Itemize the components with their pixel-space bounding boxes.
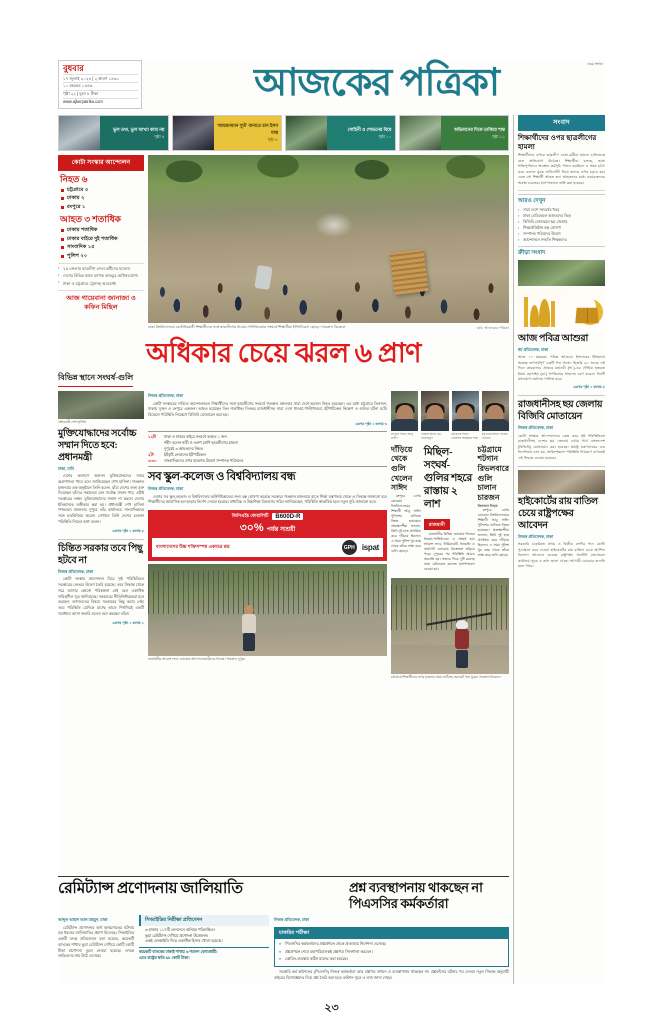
subheadline-bar	[58, 372, 509, 387]
status-badge-dhaka: রাজধানী	[424, 519, 450, 530]
hero-photo-wrap	[148, 155, 509, 332]
victim-photo	[391, 391, 418, 431]
date-hijri: ১০ মহররম ১৪৪৬	[63, 82, 138, 90]
list-item[interactable]: ▪ সারা দেশে সংঘর্ষের খবর	[518, 207, 605, 213]
teaser-item[interactable]	[399, 115, 510, 151]
list-item: ঢাকায় ২	[61, 194, 144, 203]
portrait-body	[452, 419, 479, 431]
timeline-text: ঢাকা ও ঢাকার বাইরে সংঘর্ষে আহত ১ জন	[164, 435, 227, 440]
list-item: রংপুরে ১	[61, 203, 144, 212]
timeline-row	[148, 458, 387, 464]
list-item[interactable]: ▪ বিজিবি মোতায়েন ছয় জেলায়	[518, 219, 605, 225]
victim-card	[452, 391, 479, 441]
list-item[interactable]: ▪ ঢাকা মেডিকেলে আহতদের ভিড়	[518, 213, 605, 219]
byline: ঢাকা, ঢাবি	[58, 465, 74, 471]
ad-top-row	[152, 513, 383, 520]
victim-caption: চট্টগ্রামে নিহত ফারুক হোসেন	[481, 432, 508, 441]
victim-photo	[421, 391, 448, 431]
timeline-text: শহীদ হলেন নারী ও তরুণ শ্রেণি ছাত্রলীগের হামলা	[164, 441, 238, 446]
victim-card	[391, 391, 418, 441]
byline: নিজস্ব প্রতিবেদক, ঢাকা	[148, 393, 184, 398]
timeline-text: সাংবাদিকদের ওপর হামলায় উদ্বেগ সম্পাদক পরিষদের	[164, 459, 244, 464]
bottom-headline-row	[58, 880, 509, 912]
rail-subsection-sports: ক্রীড়া সংবাদ	[518, 246, 605, 258]
hero-caption-row	[148, 325, 509, 332]
rail-headline-bgb: রাজধানীসহ ছয় জেলায় বিজিবি মোতায়েন	[518, 400, 603, 423]
rail-headline-court: হাইকোর্টের রায় বাতিল চেয়ে রাষ্ট্রপক্ষের আবেদন	[518, 496, 598, 531]
list-item[interactable]: ▪ আন্দোলনে সংহতি শিক্ষকদের	[518, 237, 605, 243]
story-headline-ctg: চট্টগ্রামে শটগান রিভলবারে গুলি চালান চারজন	[477, 444, 509, 502]
teaser-headline: সোহিনী ও শোভনের বিয়ে	[347, 126, 392, 132]
story-headline-psc: প্রশ্ন ব্যবস্থাপনায় থাকছেন না পিএসসির কর্মকর্তারা	[349, 880, 483, 912]
action-photo-left	[148, 564, 387, 656]
byline: নিজস্ব প্রতিবেদক, ঢাকা	[518, 533, 554, 539]
photo-crowd-layer	[148, 226, 509, 323]
teaser-page: পৃষ্ঠা ৪	[154, 134, 165, 139]
date-block	[58, 60, 142, 109]
minaret-icon	[524, 297, 528, 327]
list-item[interactable]: ▪ শিক্ষাপ্রতিষ্ঠান বন্ধ ঘোষণা	[518, 225, 605, 231]
teaser-page: পৃষ্ঠা ১১	[491, 134, 505, 139]
rail-body: শিক্ষার্থীদের ওপরে ছাত্রলীগ নেতা-কর্মীরা হামলা চালিয়েছে বলে অভিযোগ উঠেছে। শিক্ষার্থীরা বলছে, তারা শান্তিপূর্ণভাবে অবস্থান কর্মসূচি পালন করছিল। এ সময় হঠাৎ করে একদল যুবক লাঠিসোঁটা নিয়ে তাদের ওপর চড়াও হয়। এতে বহু শিক্ষার্থী আহত হন। আহতদের মধ্যে কয়েকজনের অবস্থা গুরুতর। হাসপাতালে ভর্তি করা হয়েছে।	[518, 153, 605, 185]
story-body-city: রাজধানীর বিভিন্ন এলাকায় দিনভর ধাওয়া-পাল্টাধাওয়া ও সংঘর্ষ হয়। সায়েন্স ল্যাব, নিউমার্কেট, ধানমন্ডি ও ফার্মগেট এলাকায় উত্তেজনা ছড়িয়ে পড়ে। দুপুরের পর পরিস্থিতি আরও অবনতি হয়। সন্ধ্যার দিকে দুটি মরদেহ ঢাকা মেডিকেল কলেজ হাসপাতালে নেওয়া হয়।	[423, 532, 475, 572]
person-legs	[243, 633, 255, 651]
column-right	[391, 391, 509, 872]
teaser-photo	[286, 116, 327, 150]
divider	[518, 395, 605, 396]
portrait-body	[421, 419, 448, 431]
timeline-box	[148, 431, 387, 467]
quota-footer-note: আজ গায়েবানা জানাজা ও কফিন মিছিল	[58, 290, 144, 312]
minaret-icon	[551, 301, 555, 327]
timeline-time: ৩:৩০	[148, 459, 157, 464]
advertisement-gph-ispat[interactable]	[148, 510, 387, 561]
page-title: অধিকার চেয়ে ঝরল ৬ প্রাণ	[146, 338, 421, 368]
rail-body-court: সরকারি চাকরিতে প্রথম ও দ্বিতীয় শ্রেণির পদে কোটা পুনর্বহাল করে দেওয়া হাইকোর্টের রায় বাতিল চেয়ে আপিল বিভাগে আবেদন করেছে রাষ্ট্রপক্ষ। অ্যাটর্নি জেনারেল কার্যালয় সূত্রে এ তথ্য জানা গেছে। আগামী রোববার শুনানি হতে পারে।	[518, 542, 605, 569]
list-item: ৬ হাজার ১১৭টি লেনদেনে অনিয়ম পরিলক্ষিত।	[145, 928, 215, 933]
hero-row	[58, 155, 509, 332]
photo-fence-layer	[148, 571, 387, 613]
byline: আব্দুল আহাদ আল মাহমুদ, ঢাকা	[58, 917, 108, 923]
victim-photo	[482, 391, 509, 431]
psc-info-box	[274, 927, 509, 967]
person-torso	[455, 629, 469, 649]
quota-banner: কোটা সংস্কার আন্দোলন	[58, 155, 144, 171]
newspaper-sheet	[58, 60, 605, 984]
rail-body-ashura: আজ ১০ মহররম। পবিত্র আশুরা। ইসলামের ইতিহাসে অত্যন্ত তাৎপর্যপূর্ণ একটি দিন আজ। হিজরি ৬১ সনের এই দিনে কারবালার প্রান্তরে মহানবী (সা.)-এর দৌহিত্র হজরত ইমাম হোসাইন (রা.) সপরিবারে শাহাদত বরণ করেন। দিনটি যথাযোগ্য মর্যাদায় পালিত হবে।	[518, 355, 605, 382]
psc-box-body	[275, 939, 508, 966]
list-item: সাংবাদিক ১৫	[61, 243, 144, 252]
teaser-headline: 'আয়রনম্যান স্যুট' বানাতে চান ইলন মাস্ক	[217, 123, 278, 135]
teaser-item[interactable]	[58, 115, 169, 151]
hero-photo-credit: ছবি: আজকের পত্রিকা	[476, 326, 509, 330]
page-number: ২৩	[324, 1002, 339, 1014]
victim-card	[482, 391, 509, 441]
photo-fence-layer	[391, 585, 509, 629]
list-item: একই এনআইডি দিয়ে একাধিক হিসাব খোলা হয়েছে।	[145, 939, 223, 944]
teaser-photo	[59, 116, 100, 150]
ad-product-badge: B600D-R	[272, 513, 303, 520]
ad-bottom-row	[152, 538, 383, 557]
story-body-lead: কোটা সংস্কারের দাবিতে আন্দোলনরত শিক্ষার্থীদের সঙ্গে ছাত্রলীগের সংঘর্ষে গতকাল মঙ্গলবার সারা দেশে ছয়জন নিহত হয়েছেন। এর মধ্যে চট্টগ্রামে তিনজন, ঢাকায় দুজন ও রংপুরে একজন। আহত হয়েছেন তিন শতাধিক। দিনভর রাজধানীসহ সারা দেশে ধাওয়া-পাল্টাধাওয়া, ইটপাটকেল নিক্ষেপ ও গুলির ঘটনা ঘটে। বিকেলে পরিস্থিতি নিয়ন্ত্রণে বিজিবি মোতায়েন করা হয়।	[148, 401, 387, 417]
page-body	[58, 115, 605, 984]
ashura-illustration	[518, 289, 605, 331]
column-center	[148, 391, 387, 872]
person-legs	[456, 650, 468, 668]
rail-court-photo	[518, 470, 605, 494]
audit-subnote-1: কয়েকটি ব্যাংকের ঢাকাই শাখায় ৬ শতাংশ বেনামধারী।	[139, 949, 218, 954]
victim-card	[421, 391, 448, 441]
list-item: ▪ ঢাকা ও চট্টগ্রামে ট্রেনসহ অবরোধ।	[58, 281, 144, 287]
byline: নিজস্ব প্রতিবেদক, ঢাকা	[274, 917, 310, 923]
rail-subsection-more: আরও দেখুন	[518, 194, 605, 206]
rail-headline-ashura: আজ পবিত্র আশুরা	[518, 333, 589, 344]
injured-list	[58, 226, 144, 260]
masthead	[58, 60, 605, 112]
timeline-text: ইটবৃষ্টি নেতাদের ইটপাটকেল	[164, 453, 206, 458]
continuation-note: এরপর পৃষ্ঠা ২ কলাম ৩	[355, 422, 387, 427]
hero-caption: ঢাকা বিশ্ববিদ্যালয়ে কোটাবিরোধী শিক্ষার্থীদের সঙ্গে ছাত্রলীগের ধাওয়া-পাল্টাধাওয়ার সংঘর্ষে শিক্ষার্থীরা ইটপাটকেল ছোড়ে। গতকাল বিকেলে	[148, 325, 346, 329]
victim-photo	[452, 391, 479, 431]
rail-story-1	[518, 131, 605, 191]
dead-count-title: নিহত ৬	[60, 173, 88, 184]
website-url[interactable]: www.ajkerpatrika.com	[63, 98, 138, 106]
teaser-strip	[58, 115, 509, 151]
person-torso	[242, 614, 256, 634]
story-headline-pm: মুক্তিযোদ্ধাদের সর্বোচ্চ সম্মান দিতে হবে: প্রধানমন্ত্রী	[58, 428, 137, 463]
newspaper-title: আজকের পত্রিকা	[254, 62, 499, 104]
photo-road-layer	[391, 645, 509, 674]
registration-tag: নবম সংখ্যা	[587, 62, 603, 66]
weekday-label: বুধবার	[63, 63, 84, 73]
teaser-photo	[400, 116, 441, 150]
story-body-psc: সরকারি কর্ম কমিশনের (পিএসসি) নিজস্ব কর্মকর্তারা আর প্রশ্নপত্র প্রণয়ন ও ব্যবস্থাপনায় থাকছেন না। প্রশ্নফাঁসের ঘটনার পর নেওয়া নতুন সিদ্ধান্ত অনুযায়ী বাইরের বিশেষজ্ঞদের দিয়ে প্রশ্ন তৈরি করা হবে। কমিশন সূত্রে এ তথ্য জানা গেছে।	[274, 970, 509, 980]
audit-box-header: সিআইডির নিরীক্ষা প্রতিবেদন	[139, 915, 269, 926]
victim-portrait-strip	[391, 391, 509, 441]
ad-discount: ৩০% পর্যন্ত সাশ্রয়ী	[239, 522, 296, 535]
continuation-note: এরপর পৃষ্ঠা ২ কলাম ৫	[112, 528, 144, 533]
story-headline-saeed: দাঁড়িয়ে থেকে গুলি খেলেন সাঈদ	[391, 444, 413, 493]
teaser-item[interactable]	[285, 115, 396, 151]
teaser-text-wrap	[214, 116, 281, 150]
hero-photo	[148, 155, 509, 323]
story-body-govt: কোটা সংস্কার আন্দোলন ঘিরে সৃষ্ট পরিস্থিতিতে সরকারের ভেতরে উদ্বেগ তৈরি হয়েছে। তবে সিদ্ধান্ত থেকে সরে আসার কোনো পরিকল্পনা নেই বলে একাধিক দায়িত্বশীল সূত্র জানিয়েছে। সরকারের নীতিনির্ধারকেরা মনে করছেন, আদালতের বিষয়ে সরকারের কিছু করার নেই। তবে পরিস্থিতি যেদিকে যাচ্ছে তাতে শিগগিরই একটি সমাধানে আসা জরুরি বলেও মনে করছেন তাঁরা।	[58, 577, 144, 616]
psc-box-header: চাকরির পরীক্ষা	[275, 928, 508, 939]
photo-person-helmeted	[452, 622, 472, 668]
list-item: ▪ ২৫ জেলায় ছাত্রলীগ নেতা-কর্মীদের হামলা।	[58, 266, 144, 272]
story-headline-city: মিছিল-সংঘর্ষ-গুলির শহরে রাস্তায় ২ লাশ	[423, 446, 473, 510]
list-item: ঢাকায় শতাধিক	[61, 226, 144, 235]
main-headline-band	[58, 337, 509, 369]
story-body-ctg: রংপুরে বেগম রোকেয়া বিশ্ববিদ্যালয়ের শিক্ষার্থী আবু সাঈদ পুলিশের গুলিতে নিহত হয়েছেন। প্রত্যক্ষদর্শীরা জানান, তিনি দুই হাত প্রসারিত করে দাঁড়িয়ে ছিলেন। এ সময় পুলিশ খুব কাছ থেকে তাঁকে লক্ষ্য করে গুলি ছোড়ে।	[477, 508, 509, 558]
byline: নিজস্ব প্রতিবেদক, ঢাকা	[148, 486, 184, 492]
story-headline-remittance: রেমিট্যান্স প্রণোদনায় জালিয়াতি	[58, 880, 243, 898]
victim-caption: রংপুরে নিহত আবু সাঈদ	[391, 432, 413, 441]
byline: নিজস্ব প্রতিবেদক, ঢাকা	[58, 568, 94, 574]
list-item: ▪ দেশের বিভিন্ন স্থানে ব্যাপক ভাঙচুর-অগ্নিসংযোগ।	[58, 273, 144, 279]
ad-tagline: বাংলাদেশের উচ্চ শক্তিসম্পন্ন একমাত্র রড	[156, 544, 230, 550]
mosque-dome-icon	[530, 305, 539, 327]
byline: ধর্ম প্রতিবেদক, ঢাকা	[518, 346, 549, 352]
divider	[58, 539, 144, 540]
story-body-schools: দেশের সব স্কুল-কলেজ ও বিশ্ববিদ্যালয় অনির্দিষ্টকালের জন্য বন্ধ ঘোষণা করেছে সরকার। গতকাল মঙ্গলবার রাতে শিক্ষা মন্ত্রণালয় থেকে এ সিদ্ধান্ত জানানো হয়। শিক্ষার্থীদের আবাসিক হল ছাড়ার নির্দেশ দেওয়া হয়েছে। মাধ্যমিক ও উচ্চশিক্ষা বিভাগের সচিব জানিয়েছেন, পরিস্থিতি স্বাভাবিক হলে নতুন সূচি জানানো হবে।	[148, 494, 387, 505]
list-item: » পিএসসির কর্মকর্তাদের প্রশ্নপ্রণয়ন থেকে প্রত্যাহার নির্দেশনা এসেছে।	[279, 941, 504, 947]
rail-headline: শিক্ষার্থীদের ওপর ছাত্রলীগের হামলা	[518, 134, 597, 151]
injured-count-title: আহত ৩ শতাধিক	[60, 214, 121, 224]
dead-list	[58, 186, 144, 212]
teaser-headline: ভুল তথ্য, ভুল ব্যাখ্যা কাম্য নয়	[113, 126, 165, 132]
right-rail	[513, 115, 605, 984]
continuation-note: এরপর পৃষ্ঠা ২ কলাম ৫	[573, 385, 605, 390]
main-column	[58, 115, 509, 984]
subheadline: বিভিন্ন স্থানে সংঘর্ষ-গুলি	[58, 372, 133, 387]
story-headline-govt: চিন্তিত সরকার তবে পিছু হটবে না	[58, 543, 143, 566]
teaser-text-wrap	[100, 116, 167, 150]
portrait-body	[391, 419, 418, 431]
ad-brand-name: ispat	[361, 543, 379, 553]
timeline-time: ২টা	[148, 453, 154, 458]
pm-photo	[58, 391, 144, 419]
story-body-saeed: রংপুরে বেগম রোকেয়া বিশ্ববিদ্যালয়ের শিক্ষার্থী আবু সাঈদ পুলিশের গুলিতে নিহত হয়েছেন। প্রত্যক্ষদর্শীরা জানান, তিনি দুই হাত প্রসারিত করে দাঁড়িয়ে ছিলেন। এ সময় পুলিশ খুব কাছ থেকে তাঁকে লক্ষ্য করে গুলি ছোড়ে।	[391, 494, 421, 554]
column-left	[58, 391, 144, 872]
person-helmet	[456, 620, 468, 629]
gph-logo-icon: GPH	[342, 540, 357, 555]
pages-price: পৃষ্ঠা ২২ | মূল্য ৮ টাকা	[63, 90, 138, 98]
teaser-headline: অভিমানের দিকে তাকিয়ে শান্ত	[453, 126, 505, 132]
audit-items-list	[139, 926, 269, 945]
photo-crate-object	[390, 249, 429, 295]
ad-quality-label: জিপিএইচ কোয়ালিটি	[231, 513, 269, 519]
three-column-area	[58, 391, 509, 872]
byline: নিজস্ব প্রতিবেদক, ঢাকা	[518, 425, 554, 431]
teaser-page: পৃষ্ঠা ৮	[267, 137, 278, 143]
masthead-title-wrap	[142, 60, 605, 106]
photo-road-layer	[148, 628, 387, 656]
continuation-note: এরপর পৃষ্ঠা ২ কলাম ১	[112, 620, 144, 625]
mosque-dome-icon	[539, 299, 550, 327]
timeline-time: ১২টা	[148, 435, 157, 440]
list-item: পুলিশ ২০	[61, 252, 144, 261]
story-body-remittance: রেমিট্যান্স প্রণোদনার অর্থ আত্মসাতের ঘটনায় বড় ধরনের জালিয়াতির প্রমাণ মিলেছে। সিআইডির একটি তদন্ত প্রতিবেদনে বলা হয়েছে, কয়েকটি ব্যাংকের শাখায় ভুয়া রেমিট্যান্স দেখিয়ে কোটি কোটি টাকা প্রণোদনা তুলে নেওয়া হয়েছে। তদন্তে জড়িতদের নাম উঠে এসেছে।	[58, 925, 134, 959]
list-item: » প্রশ্নপ্রণয়ন শেষে মহাপরিচালকই প্রশ্নপত্র সিলগালা করবেন।	[279, 949, 504, 955]
story-subhead-ctg: তিনজন নিহত	[477, 503, 498, 508]
portrait-body	[482, 419, 509, 431]
quota-summary-panel	[58, 155, 144, 332]
list-item[interactable]: ▪ সম্পাদক পরিষদের উদ্বেগ	[518, 231, 605, 237]
list-item: ঢাকার বাইরে দুই শতাধিক	[61, 235, 144, 244]
rail-bullet-list	[518, 207, 605, 243]
victim-caption: চট্টগ্রামে নিহত ওয়াসিম আকরাম শান্ত	[451, 432, 478, 441]
teaser-item[interactable]	[172, 115, 283, 151]
teaser-page: পৃষ্ঠা ১০	[378, 134, 392, 139]
timeline-text: দুপুরেই ৩ আহতদের নিহত	[164, 447, 203, 452]
quota-notes-list	[58, 263, 144, 286]
list-item: ভুয়া রেমিট্যান্স দেখিয়ে প্রণোদনা উত্তোলন।	[145, 933, 209, 938]
teaser-text-wrap	[327, 116, 394, 150]
audit-subnote-2: এতে রাষ্ট্রের ক্ষতি ৬৮ কোটি টাকা।	[139, 955, 190, 960]
story-body-pm: দেশের কল্যাণে অবদান মুক্তিযোদ্ধাদের সবার অগ্রগণ্যতা পাবে বলে জানিয়েছেন শেখ হাসিনা। গতকাল মঙ্গলবার এক অনুষ্ঠানে তিনি বলেন, যাঁরা দেশের জন্য রক্ত দিয়েছেন তাঁদের সন্তানেরা যেন সর্বোচ্চ সম্মান পায়, এটাই সরকারের লক্ষ্য। মুক্তিযোদ্ধাদের সম্মান না করলে দেশের ইতিহাসকে অস্বীকার করা হয়। প্রধানমন্ত্রী শেখ হাসিনা গণভবনে মঙ্গলবার দুপুরে তাঁর কার্যালয়ে সাংবাদিকদের সঙ্গে মতবিনিময় করেন। সেখানে তিনি দেশের চলমান পরিস্থিতি নিয়েও কথা বলেন।	[58, 474, 144, 524]
rail-sports-photo	[518, 260, 605, 286]
teaser-photo	[173, 116, 214, 150]
story-headline-schools: সব স্কুল-কলেজ ও বিশ্ববিদ্যালয় বন্ধ	[148, 471, 296, 484]
list-item: » কোডিং-ব্যবস্থায় কঠিন মানের করা হয়েছে।	[279, 956, 504, 962]
teaser-text-wrap	[441, 116, 508, 150]
action-photo-caption-left: রাজধানীর সায়েন্স ল্যাব এলাকায় আন্দোলনকারীদের ধাওয়া। গতকাল দুপুরে	[148, 657, 245, 662]
list-item: চট্টগ্রামে ৩	[61, 186, 144, 195]
date-gregorian: ১৭ জুলাই ২০২৪ | ২ শ্রাবণ ১৪৩১	[63, 74, 138, 82]
action-photo-right	[391, 578, 509, 674]
rail-section-header: সংবাদ	[518, 115, 605, 131]
victim-caption: ঢাকায় নিহত মো. ফারহানুল	[421, 432, 442, 441]
action-photo-caption-right: চট্টগ্রামে শিক্ষার্থীদের ওপর হামলার সময় লাঠিসহ হেলমেট পরা যুবক। গতকাল বিকেলে	[391, 674, 501, 679]
quran-book-icon	[575, 307, 599, 323]
divider	[518, 466, 605, 467]
pm-photo-caption: প্রধানমন্ত্রী শেখ হাসিনা	[58, 420, 87, 424]
rail-body-bgb: কোটা সংস্কার আন্দোলনকে কেন্দ্র করে সৃষ্ট পরিস্থিতিতে রাজধানীসহ দেশের ছয় জেলায় বর্ডার গার্ড বাংলাদেশ (বিজিবি) মোতায়েন করা হয়েছে। স্বরাষ্ট্র মন্ত্রণালয়ের এক নির্দেশনায় বলা হয়, আইনশৃঙ্খলা পরিস্থিতি নিয়ন্ত্রণে রাখতেই এই সিদ্ধান্ত নেওয়া হয়েছে।	[518, 433, 605, 460]
bottom-section	[58, 876, 509, 984]
photo-person	[239, 605, 259, 651]
